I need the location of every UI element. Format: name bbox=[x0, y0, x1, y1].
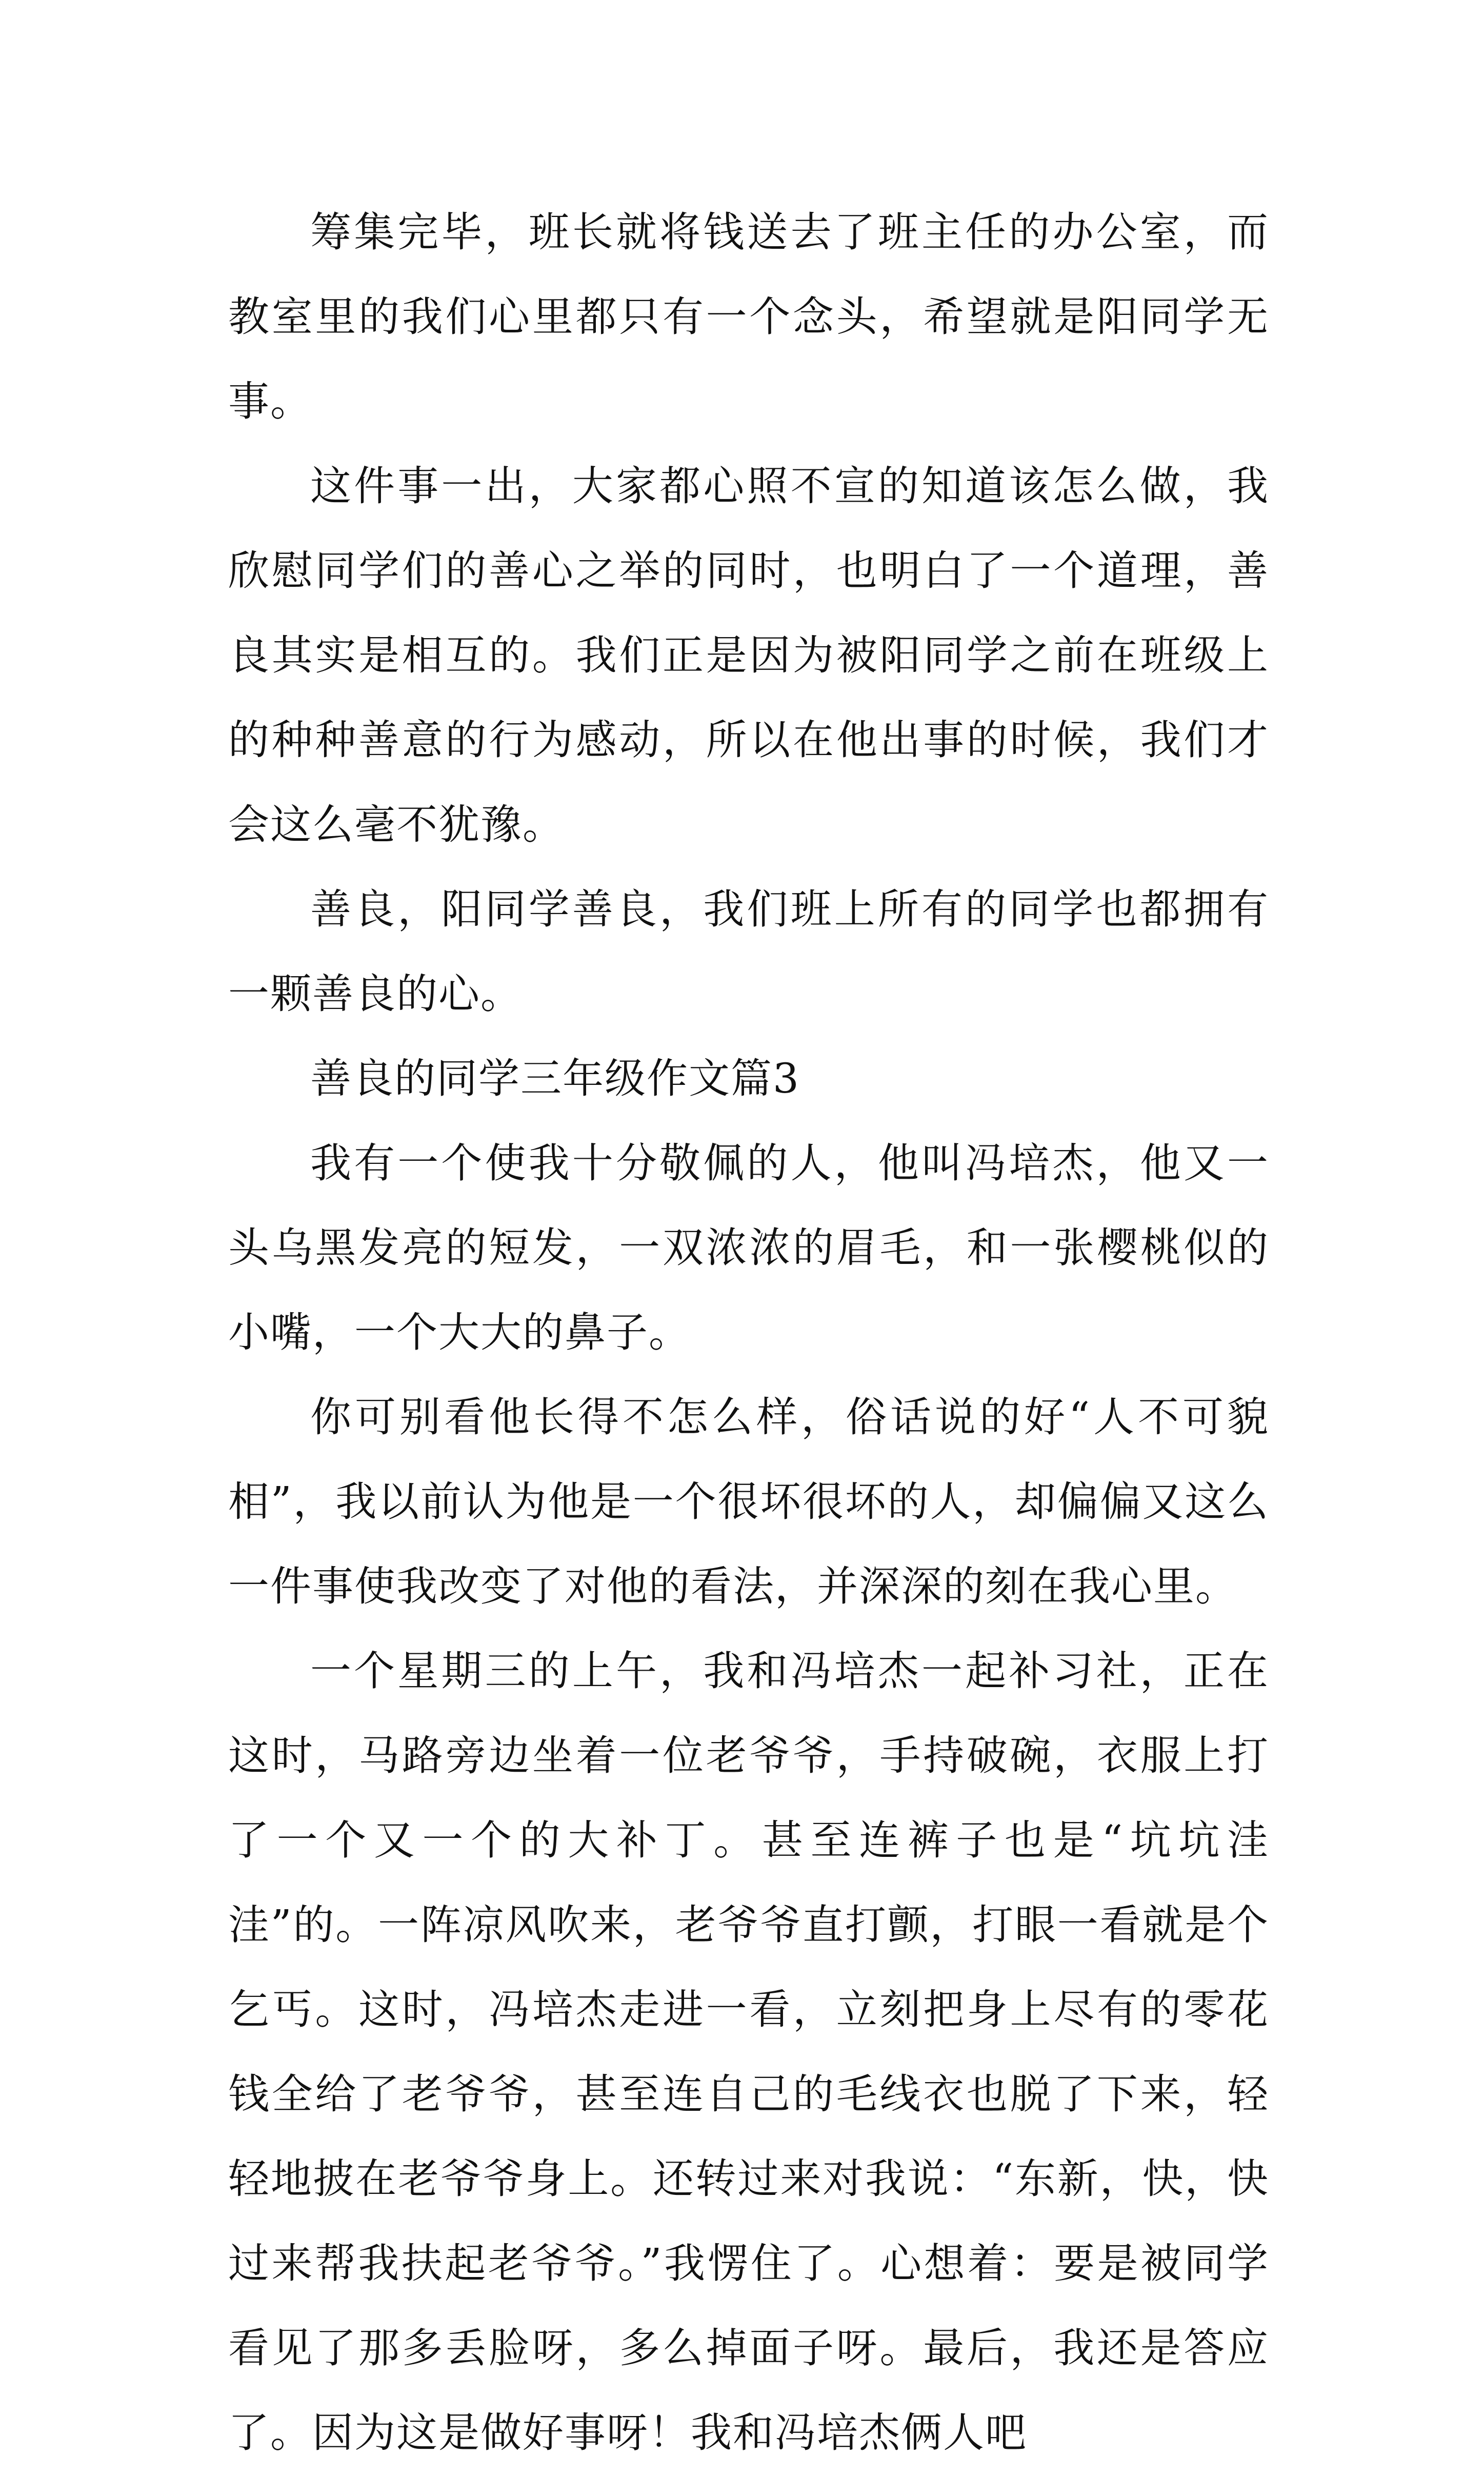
section-heading: 善良的同学三年级作文篇3 bbox=[310, 1055, 800, 1102]
paragraph-2: 这件事一出，大家都心照不宣的知道该怎么做，我欣慰同学们的善心之举的同时，也明白了一个道理，善良其实是相互的。我们正是因为被阳同学之前在班级上的种种善意的行为感动，所以在他出事的时候，我们才会这么毫不犹豫。 bbox=[228, 462, 1269, 848]
document-body bbox=[228, 190, 1269, 2475]
paragraph-6: 一个星期三的上午，我和冯培杰一起补习社，正在这时，马路旁边坐着一位老爷爷，手持破碗，衣服上打了一个又一个的大补丁。甚至连裤子也是“坑坑洼洼”的。一阵凉风吹来，老爷爷直打颤，打眼一看就是个乞丐。这时，冯培杰走进一看，立刻把身上尽有的零花钱全给了老爷爷，甚至连自己的毛线衣也脱了下来，轻轻地披在老爷爷身上。还转过来对我说：“东新，快，快过来帮我扶起老爷爷。”我愣住了。心想着：要是被同学看见了那多丢脸呀，多么掉面子呀。最后，我还是答应了。因为这是做好事呀！我和冯培杰俩人吧 bbox=[228, 1647, 1269, 2457]
paragraph-3: 善良，阳同学善良，我们班上所有的同学也都拥有一颗善良的心。 bbox=[228, 885, 1269, 1018]
paragraph-1: 筹集完毕，班长就将钱送去了班主任的办公室，而教室里的我们心里都只有一个念头，希望就是阳同学无事。 bbox=[228, 208, 1269, 425]
paragraph-4: 我有一个使我十分敬佩的人，他叫冯培杰，他又一头乌黑发亮的短发，一双浓浓的眉毛，和一张樱桃似的小嘴，一个大大的鼻子。 bbox=[228, 1139, 1269, 1356]
paragraph-5: 你可别看他长得不怎么样，俗话说的好“人不可貌相”，我以前认为他是一个很坏很坏的人，却偏偏又这么一件事使我改变了对他的看法，并深深的刻在我心里。 bbox=[228, 1393, 1269, 1610]
